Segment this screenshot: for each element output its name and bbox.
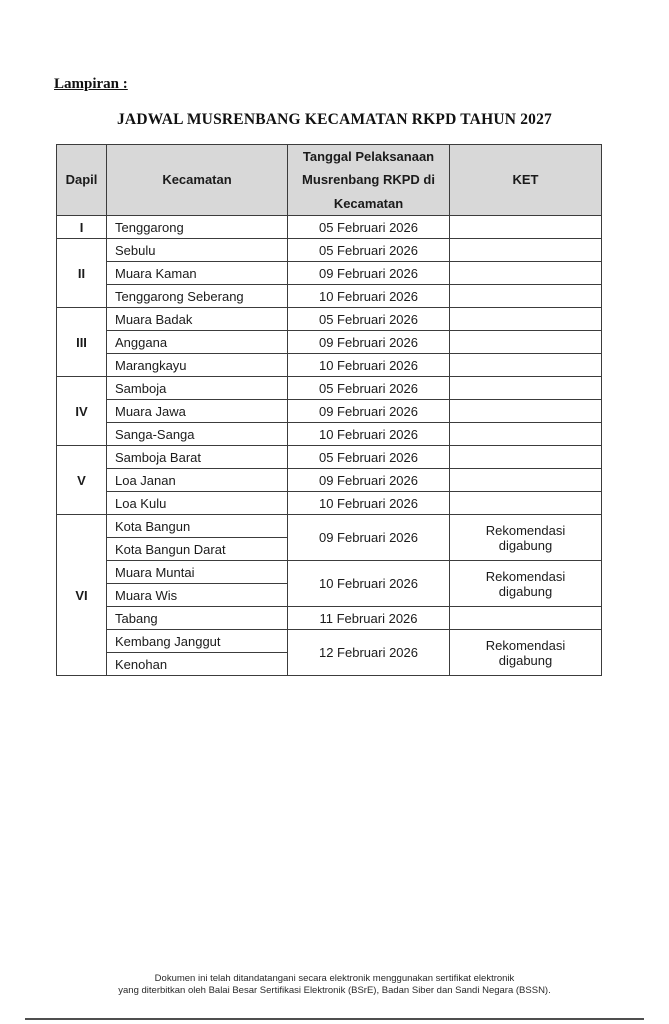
ket-cell — [450, 400, 602, 423]
ket-cell — [450, 308, 602, 331]
kecamatan-cell: Muara Badak — [107, 308, 288, 331]
ket-cell — [450, 446, 602, 469]
dapil-cell: IV — [57, 377, 107, 446]
ket-cell — [450, 607, 602, 630]
kecamatan-cell: Muara Jawa — [107, 400, 288, 423]
bottom-rule — [25, 1018, 644, 1020]
ket-cell: Rekomendasi digabung — [450, 561, 602, 607]
tanggal-cell: 09 Februari 2026 — [288, 469, 450, 492]
table-row — [57, 423, 602, 446]
kecamatan-cell: Loa Janan — [107, 469, 288, 492]
kecamatan-cell: Kembang Janggut — [107, 630, 288, 653]
ket-cell — [450, 285, 602, 308]
table-row — [57, 216, 602, 239]
ket-cell — [450, 423, 602, 446]
tanggal-cell: 10 Februari 2026 — [288, 354, 450, 377]
table-row — [57, 492, 602, 515]
kecamatan-cell: Sanga-Sanga — [107, 423, 288, 446]
dapil-cell: I — [57, 216, 107, 239]
kecamatan-cell: Samboja — [107, 377, 288, 400]
tanggal-cell: 09 Februari 2026 — [288, 515, 450, 561]
table-row — [57, 285, 602, 308]
kecamatan-cell: Anggana — [107, 331, 288, 354]
table-row — [57, 630, 602, 653]
table-row — [57, 354, 602, 377]
lampiran-label: Lampiran : — [54, 76, 128, 92]
table-row — [57, 515, 602, 538]
tanggal-cell: 05 Februari 2026 — [288, 446, 450, 469]
kecamatan-cell: Kenohan — [107, 653, 288, 676]
dapil-cell: VI — [57, 515, 107, 676]
table-row — [57, 262, 602, 285]
footer-line2: yang diterbitkan oleh Balai Besar Sertifikasi Elektronik (BSrE), Badan Siber dan Sandi Negara (BSSN). — [118, 985, 551, 996]
ket-cell: Rekomendasi digabung — [450, 630, 602, 676]
tanggal-cell: 10 Februari 2026 — [288, 561, 450, 607]
table-row — [57, 561, 602, 584]
kecamatan-cell: Samboja Barat — [107, 446, 288, 469]
tanggal-cell: 09 Februari 2026 — [288, 331, 450, 354]
table-row — [57, 469, 602, 492]
kecamatan-cell: Muara Muntai — [107, 561, 288, 584]
tanggal-cell: 11 Februari 2026 — [288, 607, 450, 630]
tanggal-cell: 05 Februari 2026 — [288, 308, 450, 331]
col-header-tanggal: Tanggal Pelaksanaan Musrenbang RKPD di Kecamatan — [288, 145, 450, 216]
kecamatan-cell: Kota Bangun — [107, 515, 288, 538]
tanggal-cell: 05 Februari 2026 — [288, 216, 450, 239]
ket-cell — [450, 354, 602, 377]
kecamatan-cell: Tabang — [107, 607, 288, 630]
ket-cell: Rekomendasi digabung — [450, 515, 602, 561]
tanggal-cell: 10 Februari 2026 — [288, 285, 450, 308]
tanggal-cell: 05 Februari 2026 — [288, 377, 450, 400]
table-row — [57, 377, 602, 400]
table-row — [57, 239, 602, 262]
tanggal-cell: 05 Februari 2026 — [288, 239, 450, 262]
table-row — [57, 607, 602, 630]
ket-cell — [450, 377, 602, 400]
ket-cell — [450, 492, 602, 515]
table-header-row — [57, 145, 602, 216]
ket-cell — [450, 262, 602, 285]
footer-note — [0, 973, 669, 997]
col-header-kecamatan: Kecamatan — [107, 145, 288, 216]
kecamatan-cell: Tenggarong — [107, 216, 288, 239]
ket-cell — [450, 239, 602, 262]
page-title: JADWAL MUSRENBANG KECAMATAN RKPD TAHUN 2027 — [116, 111, 552, 128]
dapil-cell: V — [57, 446, 107, 515]
kecamatan-cell: Muara Kaman — [107, 262, 288, 285]
ket-cell — [450, 216, 602, 239]
kecamatan-cell: Loa Kulu — [107, 492, 288, 515]
tanggal-cell: 10 Februari 2026 — [288, 423, 450, 446]
kecamatan-cell: Sebulu — [107, 239, 288, 262]
kecamatan-cell: Muara Wis — [107, 584, 288, 607]
dapil-cell: II — [57, 239, 107, 308]
ket-cell — [450, 469, 602, 492]
kecamatan-cell: Tenggarong Seberang — [107, 285, 288, 308]
col-header-ket: KET — [450, 145, 602, 216]
tanggal-cell: 09 Februari 2026 — [288, 262, 450, 285]
col-header-dapil: Dapil — [57, 145, 107, 216]
dapil-cell: III — [57, 308, 107, 377]
footer-line1: Dokumen ini telah ditandatangani secara elektronik menggunakan sertifikat elektronik — [154, 973, 515, 984]
schedule-table-body — [57, 216, 602, 676]
kecamatan-cell: Marangkayu — [107, 354, 288, 377]
ket-cell — [450, 331, 602, 354]
tanggal-cell: 10 Februari 2026 — [288, 492, 450, 515]
tanggal-cell: 09 Februari 2026 — [288, 400, 450, 423]
table-row — [57, 400, 602, 423]
table-row — [57, 331, 602, 354]
schedule-table — [56, 144, 602, 676]
kecamatan-cell: Kota Bangun Darat — [107, 538, 288, 561]
table-row — [57, 308, 602, 331]
table-row — [57, 446, 602, 469]
tanggal-cell: 12 Februari 2026 — [288, 630, 450, 676]
